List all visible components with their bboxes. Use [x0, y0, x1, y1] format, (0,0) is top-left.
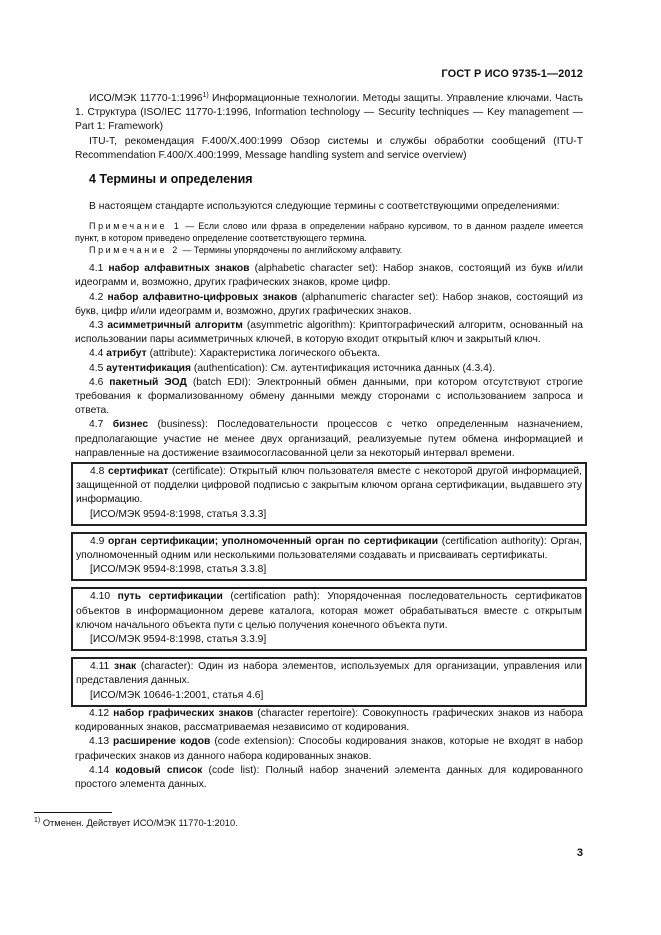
term-4-11: 4.11 знак (character): Один из набора элементов, используемых для организации, управления или представления данных. [76, 661, 583, 687]
term-4-6: 4.6 пакетный ЭОД (batch EDI): Электронный обмен данными, при котором отсутствуют строгие требования к формализованному обмену данными между сторонами с использованием запроса и ответа. [75, 376, 583, 417]
term-4-13: 4.13 расширение кодов (code extension): Способы кодирования знаков, которые не входят в набор графических знаков из данного набора кодированных знаков. [75, 736, 583, 762]
term-4-2: 4.2 набор алфавитно-цифровых знаков (alphanumeric character set): Набор знаков, состоящий из букв, цифр и/или идеограмм и, возможно, других графических знаков. [75, 291, 583, 317]
term-4-9-source: [ИСО/МЭК 9594-8:1998, статья 3.3.8] [90, 564, 267, 576]
document-header: ГОСТ Р ИСО 9735-1—2012 [441, 68, 583, 80]
reference-iso-11770: ИСО/МЭК 11770-1:1996$^{1)}$ Информационные технологии. Методы защиты. Управление ключами. Часть 1. Структура (ISO/IEC 11770-1:1996, Information technology — Security techniques — Key management — Part 1: Framework) [75, 92, 583, 133]
section-intro: В настоящем стандарте используются следующие термины с соответствующими определениями: [89, 201, 560, 212]
term-4-4: 4.4 атрибут (attribute): Характеристика логического объекта. [89, 348, 381, 360]
section-body [75, 200, 583, 792]
footnote-divider [34, 812, 112, 813]
reference-itu-t: ITU-T, рекомендация F.400/X.400:1999 Обзор системы и службы обработки сообщений (ITU-T Recommendation F.400/X.400:1999, Message handling system and service overview) [75, 135, 583, 161]
note-1: Примечание 1 — Если слово или фраза в определении набрано курсивом, то в данном разделе имеется пункт, в котором приведено определение соответствующего термина. [75, 221, 583, 244]
term-4-1: 4.1 набор алфавитных знаков (alphabetic character set): Набор знаков, состоящий из букв и/или идеограмм и, возможно, других графических знаков, кроме цифр. [75, 263, 583, 289]
footnote: $^{1)}$ Отменен. Действует ИСО/МЭК 11770-1:2010. [34, 817, 238, 828]
term-4-8-source: [ИСО/МЭК 9594-8:1998, статья 3.3.3] [90, 508, 267, 520]
boxed-term-4-11 [71, 657, 587, 707]
term-4-9: 4.9 орган сертификации; уполномоченный орган по сертификации (certification authority): Орган, уполномоченный одним или несколькими пользователями создавать и присваивать сертификаты. [76, 535, 582, 562]
term-4-10-source: [ИСО/МЭК 9594-8:1998, статья 3.3.9] [90, 634, 267, 646]
section-heading: 4 Термины и определения [89, 172, 253, 186]
term-4-11-source: [ИСО/МЭК 10646-1:2001, статья 4.6] [90, 689, 264, 701]
boxed-term-4-8 [71, 462, 587, 526]
footnote-marker[interactable]: 1) [202, 92, 209, 99]
page-number: 3 [576, 847, 583, 859]
note-2: Примечание 2 — Термины упорядочены по английскому алфавиту. [89, 245, 403, 256]
term-4-5: 4.5 аутентификация (authentication): См. аутентификация источника данных (4.3.4). [89, 362, 496, 374]
term-4-10: 4.10 путь сертификации (certification path): Упорядоченная последовательность сертификатов объектов в информационном дереве каталога, которая может обрабатываться вместе с открытым ключом начального объекта пути с целью получения конечного объекта пути. [76, 591, 582, 631]
term-4-14: 4.14 кодовый список (code list): Полный набор значений элемента данных для кодированного простого элемента данных. [75, 764, 583, 790]
references-block [75, 92, 583, 163]
term-4-8: 4.8 сертификат (certificate): Открытый ключ пользователя вместе с некоторой другой информацией, защищенной от подделки цифровой подписью с закрытым ключом органа сертификации, выдавшего эту информацию. [76, 466, 582, 506]
boxed-term-4-9 [71, 532, 587, 582]
term-4-12: 4.12 набор графических знаков (character repertoire): Совокупность графических знаков из набора кодированных знаков, рассматриваемая независимо от кодирования. [75, 707, 583, 734]
boxed-term-4-10 [71, 587, 587, 651]
term-4-3: 4.3 асимметричный алгоритм (asymmetric algorithm): Криптографический алгоритм, основанный на использовании пары асимметричных ключей, в которую входит открытый ключ и закрытый ключ. [75, 320, 583, 346]
term-4-7: 4.7 бизнес (business): Последовательности процессов с четко определенным назначением, предполагающие участие не менее двух организаций, реализуемые путем обмена информацией и направленные на достижение взаимосогласованной цели за некоторый интервал времени. [75, 419, 583, 459]
